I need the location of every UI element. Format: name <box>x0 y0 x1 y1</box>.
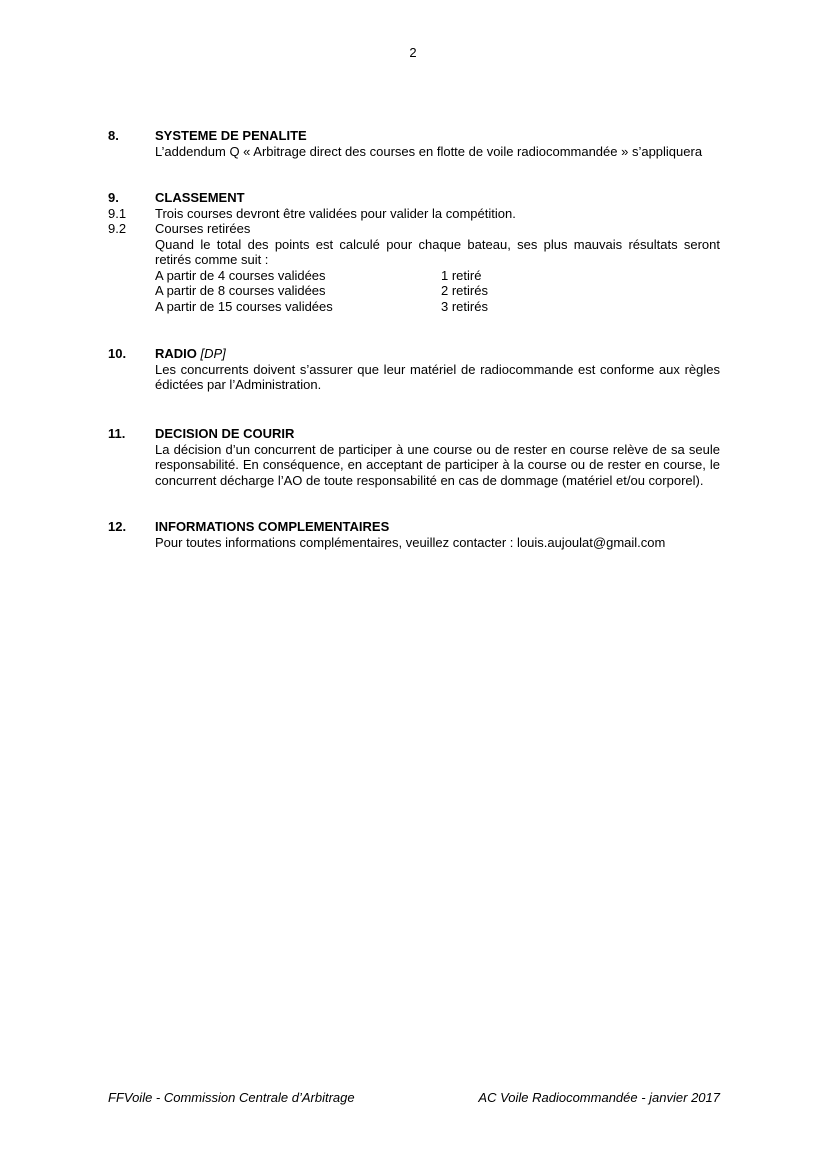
section-title: RADIO <box>155 346 197 361</box>
section-number: 9. <box>108 190 119 205</box>
subsection-text: Courses retirées <box>155 221 251 236</box>
section-title: INFORMATIONS COMPLEMENTAIRES <box>155 519 390 534</box>
section-number: 10. <box>108 346 127 361</box>
section-number: 12. <box>108 519 127 534</box>
discard-row <box>155 299 720 315</box>
section-ranking <box>108 190 720 314</box>
section-title: CLASSEMENT <box>155 190 245 205</box>
section-number: 11. <box>108 426 126 441</box>
subsection-number: 9.1 <box>108 205 127 221</box>
footer-right: AC Voile Radiocommandée - janvier 2017 <box>478 1090 720 1105</box>
section-title-line <box>155 346 720 362</box>
discard-row <box>155 283 720 299</box>
section-penalty-system <box>108 128 720 159</box>
discard-value: 3 retirés <box>441 298 488 314</box>
section-body: L’addendum Q « Arbitrage direct des courses en flotte de voile radiocommandée » s’appliquera <box>155 143 703 159</box>
discard-value: 2 retirés <box>441 283 488 298</box>
discard-label: A partir de 15 courses validées <box>155 298 333 314</box>
section-body: La décision d’un concurrent de participer à une course ou de rester en course relève de sa seule responsabilité. En conséquence, en acceptant de participer à la course ou de rester en course, le concurrent décharge l’AO de toute responsabilité en cas de dommage (matériel et/ou corporel). <box>155 441 720 488</box>
subsection-text: Trois courses devront être validées pour valider la compétition. <box>155 205 516 221</box>
page-number: 2 <box>409 45 417 60</box>
section-decision-to-race <box>108 426 720 488</box>
section-number: 8. <box>108 128 119 143</box>
subsection-number: 9.2 <box>108 221 127 236</box>
discard-label: A partir de 4 courses validées <box>155 267 326 283</box>
discard-table <box>155 268 720 315</box>
dp-tag: [DP] <box>200 346 226 361</box>
section-title: DECISION DE COURIR <box>155 426 295 441</box>
section-body: Pour toutes informations complémentaires, veuillez contacter : louis.aujoulat@gmail.com <box>155 534 666 550</box>
section-additional-info <box>108 519 720 550</box>
discard-row <box>155 268 720 284</box>
footer-left: FFVoile - Commission Centrale d’Arbitrage <box>108 1090 355 1105</box>
discard-label: A partir de 8 courses validées <box>155 283 326 298</box>
subsection-body: Quand le total des points est calculé pour chaque bateau, ses plus mauvais résultats seront retirés comme suit : <box>155 236 720 267</box>
section-body: Les concurrents doivent s’assurer que leur matériel de radiocommande est conforme aux règles édictées par l’Administration. <box>155 361 720 392</box>
section-radio <box>108 346 720 393</box>
section-title: SYSTEME DE PENALITE <box>155 128 307 143</box>
discard-value: 1 retiré <box>441 267 482 283</box>
